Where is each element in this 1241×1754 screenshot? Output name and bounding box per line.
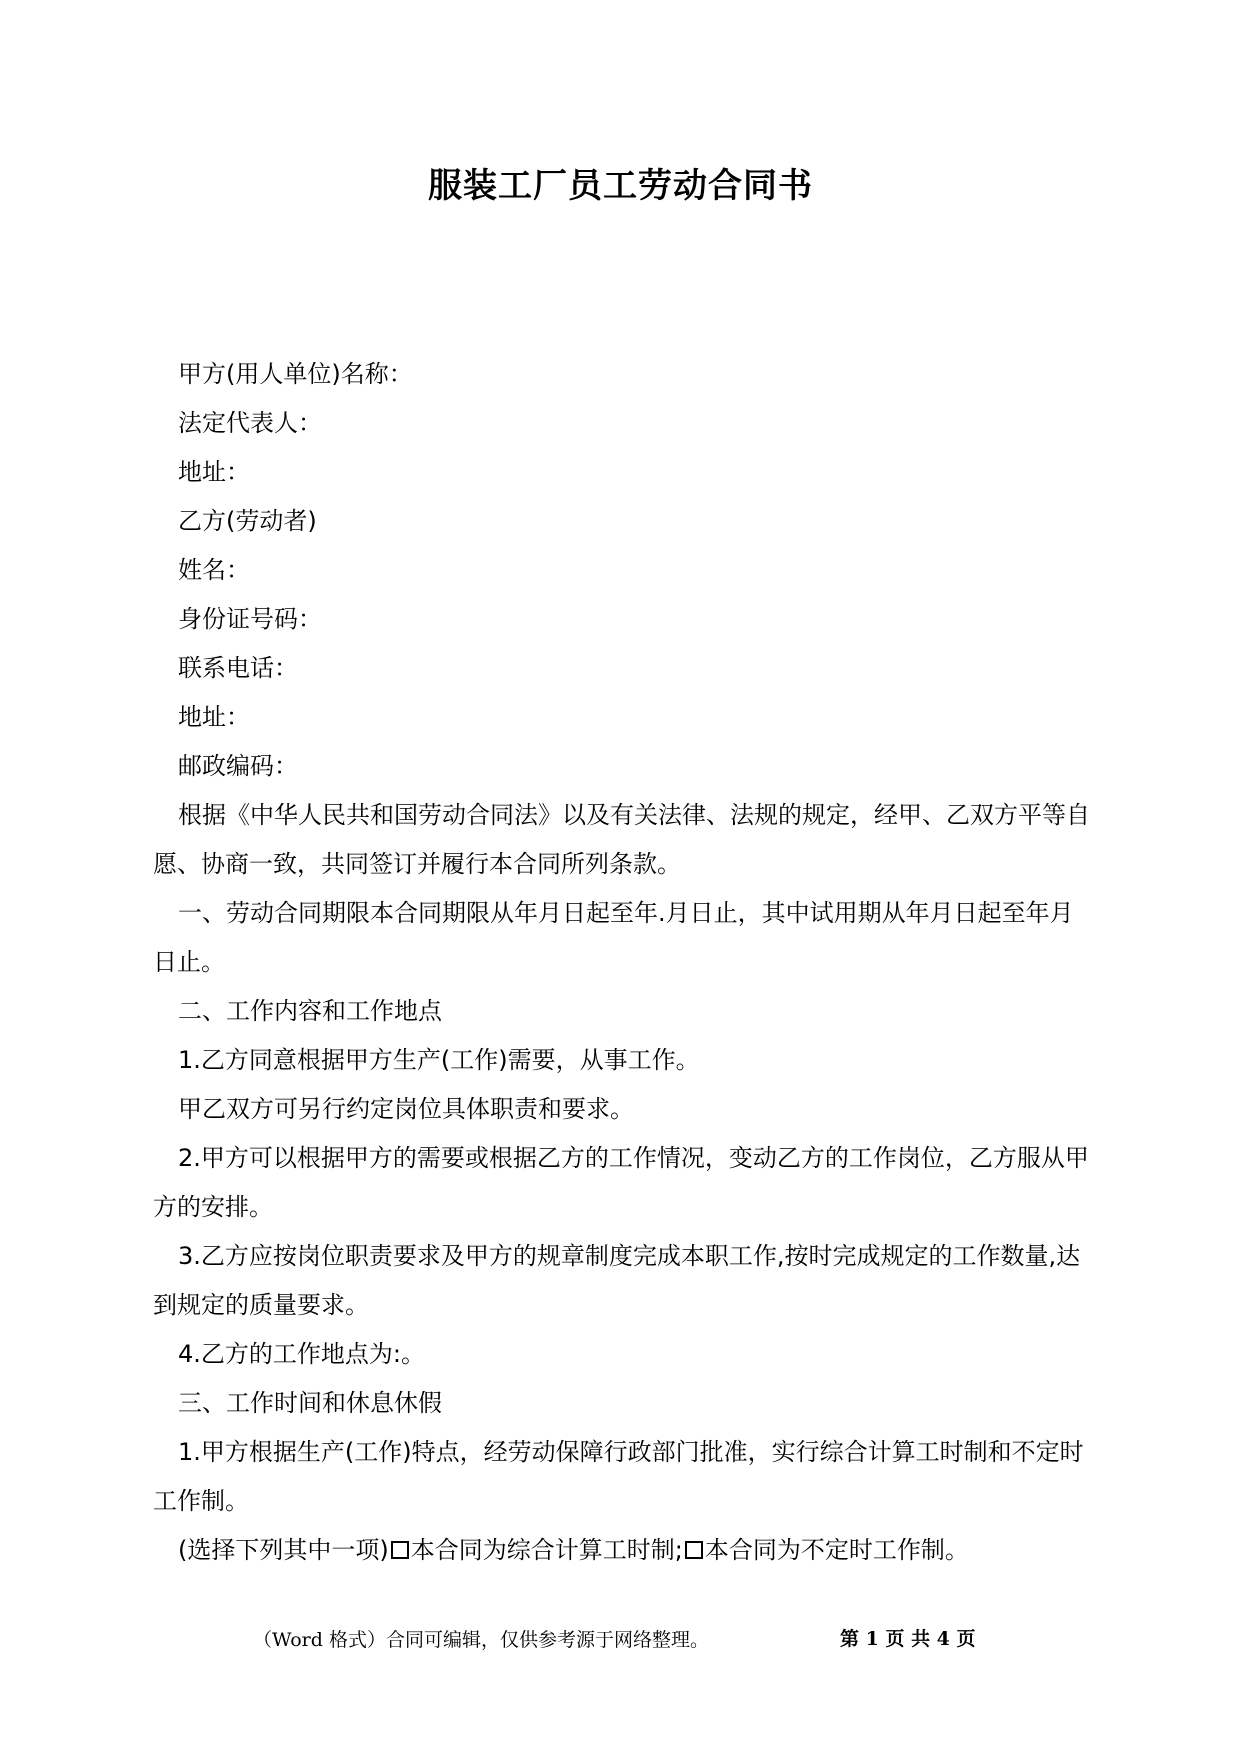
section-2-item-1: 1.乙方同意根据甲方生产(工作)需要，从事工作。 [178, 1046, 700, 1074]
document-body [153, 350, 1093, 1575]
option-flexible-hours-label: 本合同为不定时工作制。 [704, 1536, 969, 1564]
section-2-item-3: 3.乙方应按岗位职责要求及甲方的规章制度完成本职工作,按时完成规定的工作数量,达到规定的质量要求。 [153, 1242, 1081, 1319]
page-number: 第 1 页 共 4 页 [840, 1628, 976, 1650]
section-2-item-4: 4.乙方的工作地点为:。 [178, 1340, 425, 1368]
party-b-address-line: 地址： [178, 703, 250, 731]
checkbox-comprehensive-hours[interactable] [391, 1541, 409, 1559]
section-2-heading: 二、工作内容和工作地点 [178, 997, 442, 1025]
section-2-item-2: 2.甲方可以根据甲方的需要或根据乙方的工作情况，变动乙方的工作岗位，乙方服从甲方的安排。 [153, 1144, 1089, 1221]
legal-representative-line: 法定代表人： [178, 409, 322, 437]
document-title: 服装工厂员工劳动合同书 [428, 166, 813, 206]
phone-line: 联系电话： [178, 654, 298, 682]
footer-note: （Word 格式）合同可编辑，仅供参考源于网络整理。 [253, 1629, 709, 1651]
id-number-line: 身份证号码： [178, 605, 322, 633]
section-3-item-1: 1.甲方根据生产(工作)特点，经劳动保障行政部门批准，实行综合计算工时制和不定时工作制。 [153, 1438, 1084, 1515]
section-2-note: 甲乙双方可另行约定岗位具体职责和要求。 [178, 1095, 634, 1123]
section-3-heading: 三、工作时间和休息休假 [178, 1389, 442, 1417]
section-1-contract-term: 一、劳动合同期限本合同期限从年月日起至年.月日止，其中试用期从年月日起至年月日止。 [153, 899, 1074, 976]
checkbox-flexible-hours[interactable] [685, 1541, 703, 1559]
party-b-name-line: 姓名： [178, 556, 250, 584]
preamble-paragraph: 根据《中华人民共和国劳动合同法》以及有关法律、法规的规定，经甲、乙双方平等自愿、协商一致，共同签订并履行本合同所列条款。 [153, 801, 1090, 878]
party-b-heading: 乙方(劳动者) [178, 507, 317, 535]
options-prefix: (选择下列其中一项) [178, 1536, 389, 1564]
option-comprehensive-hours-label: 本合同为综合计算工时制; [410, 1536, 683, 1564]
postal-code-line: 邮政编码： [178, 752, 298, 780]
party-a-name-line: 甲方(用人单位)名称： [178, 360, 413, 388]
work-hours-options-line [153, 1526, 1093, 1575]
party-a-address-line: 地址： [178, 458, 250, 486]
